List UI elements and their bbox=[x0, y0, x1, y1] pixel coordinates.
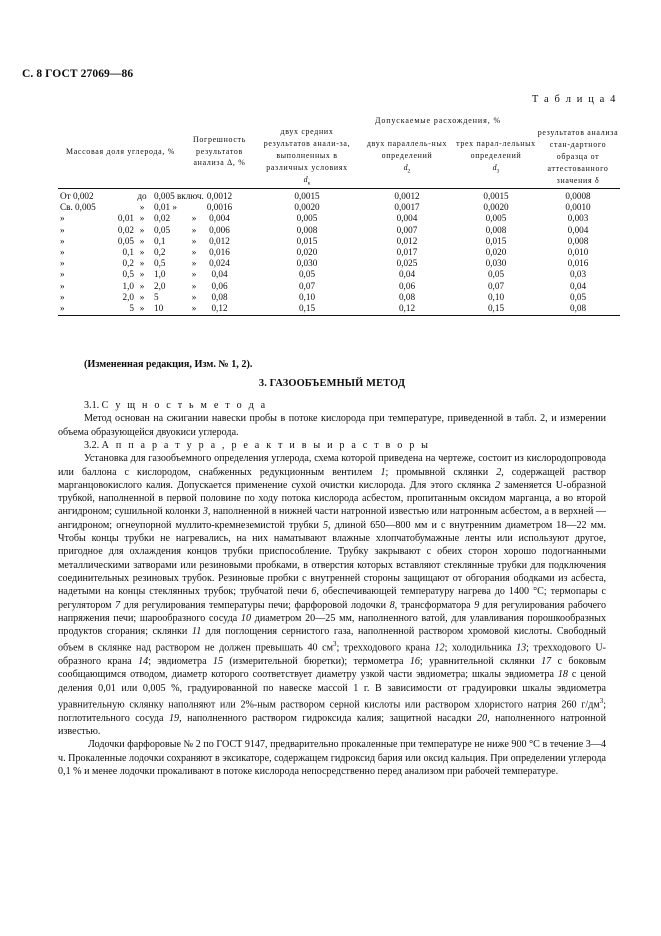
range-suffix: » bbox=[191, 213, 197, 224]
apparatus-text-p: ; эвдиометра bbox=[148, 656, 213, 668]
range-separator: » bbox=[139, 247, 145, 258]
range-parts bbox=[58, 235, 197, 247]
subsection-3-2-block bbox=[58, 439, 606, 778]
cell-d3: 0,030 bbox=[485, 258, 507, 269]
apparatus-text-e: , наполненной в нижней части натронной известью или натронным асбестом, а в верхней — ангидроном; огнеупорной муллито-кремнеземистой трубки bbox=[58, 506, 606, 531]
range-parts bbox=[58, 280, 197, 292]
range-to: 10 bbox=[154, 302, 164, 313]
apparatus-text-u: ; поглотительного сосуда bbox=[58, 699, 606, 724]
cell-dk: 0,015 bbox=[296, 235, 318, 246]
cell-mass-fraction-range bbox=[58, 213, 197, 224]
range-suffix: » bbox=[191, 258, 197, 269]
apparatus-text-m: ; трехходового крана bbox=[336, 642, 435, 654]
cell-d3: 0,015 bbox=[485, 235, 507, 246]
col-header-error-label: Погрешность результатов анализа Δ, % bbox=[192, 134, 247, 168]
col-header-mass-fraction bbox=[58, 115, 183, 188]
table-row bbox=[58, 202, 620, 213]
range-to: 0,2 bbox=[154, 247, 166, 258]
cell-d2: 0,0012 bbox=[358, 188, 456, 202]
boats-paragraph: Лодочки фарфоровые № 2 по ГОСТ 9147, предварительно прокаленные при температуре не ниже 900 °С в течение 3—4 ч. Прокаленные лодочки сохраняют в эксикаторе, содержащем гидроксид бария или оксид кальция. При определении углерода 0,1 % и менее лодочки прокаливают в потоке кислорода непосредственно перед анализом при рабочей температуре. bbox=[58, 739, 606, 777]
apparatus-text-q: (измерительной бюретки); термометра bbox=[223, 656, 410, 668]
subsection-3-2-title: А п п а р а т у р а , р е а к т и в ы и р а с т в о р ы bbox=[101, 440, 431, 451]
cell-mass-fraction-range bbox=[58, 291, 197, 303]
cell-sigma: 0,0010 bbox=[565, 202, 591, 213]
range-to: 2,0 bbox=[154, 280, 166, 291]
range-to: 0,02 bbox=[154, 213, 171, 224]
page-header: С. 8 ГОСТ 27069—86 bbox=[22, 68, 134, 80]
apparatus-text-w: , наполненного натронной известью. bbox=[58, 712, 606, 737]
subsection-3-2-heading bbox=[58, 439, 606, 452]
range-separator: » bbox=[139, 235, 145, 246]
range-separator: » bbox=[139, 280, 145, 291]
range-parts bbox=[58, 291, 197, 303]
apparatus-text-g: , обеспечивающей температуру нагрева до 1400 °С; термопары с регулятором bbox=[58, 586, 606, 611]
cell-d3: 0,05 bbox=[487, 269, 505, 280]
table-caption: Т а б л и ц а 4 bbox=[531, 94, 617, 105]
apparatus-paragraph bbox=[58, 452, 606, 738]
cell-d3: 0,0015 bbox=[456, 188, 536, 202]
cell-mass-fraction-range bbox=[58, 247, 197, 258]
table-row bbox=[58, 236, 620, 247]
cell-mass-fraction-range bbox=[58, 258, 197, 269]
range-to: 0,5 bbox=[154, 258, 166, 269]
cell-d3: 0,07 bbox=[487, 280, 505, 291]
subsection-3-1-number: 3.1. bbox=[84, 400, 102, 411]
col-header-d2-sym-sub: 2 bbox=[407, 168, 411, 175]
table-head-row-1 bbox=[58, 115, 620, 126]
cell-d3: 0,10 bbox=[487, 291, 505, 302]
table-row bbox=[58, 280, 620, 291]
apparatus-text-b: ; промывной склянки bbox=[385, 466, 497, 478]
col-header-d3-label: трех парал-лельных определений bbox=[456, 139, 536, 161]
item-ref-12: 12 bbox=[434, 642, 445, 654]
cell-d3: 0,0020 bbox=[483, 202, 509, 213]
item-ref-14: 14 bbox=[138, 656, 149, 668]
tolerances-table bbox=[58, 115, 620, 316]
apparatus-text-s: с боковым сообщающимся отводом, диаметр которого соответствует диаметру узкой части эвдиометра; шкалы эвдиометра bbox=[58, 656, 606, 681]
subsection-3-2-number: 3.2. bbox=[84, 440, 102, 451]
range-separator: » bbox=[139, 258, 145, 269]
range-parts bbox=[58, 191, 204, 202]
range-prefix: От 0,002 bbox=[60, 191, 94, 202]
table-head bbox=[58, 115, 620, 188]
apparatus-text-d: заменяется U-образной трубкой, наполненной в первой половине по ходу потока кислорода асбестом, пропитанным оксидом марганца, а во второй ангидроном; сушильной колонки bbox=[58, 479, 606, 518]
cell-mass-fraction-range bbox=[58, 269, 197, 280]
col-header-d3-sym-sub: 3 bbox=[496, 168, 500, 175]
cell-dk: 0,15 bbox=[256, 303, 358, 316]
range-suffix: » bbox=[191, 302, 197, 313]
cell-d3: 0,020 bbox=[485, 247, 507, 258]
item-ref-8: 8 bbox=[389, 599, 395, 611]
range-suffix: » bbox=[191, 291, 197, 302]
cell-dk: 0,020 bbox=[296, 247, 318, 258]
range-prefix: » bbox=[60, 302, 65, 313]
range-separator: до bbox=[137, 191, 147, 202]
range-parts bbox=[58, 213, 197, 224]
cell-error: 0,004 bbox=[209, 213, 230, 224]
item-ref-2b: 2 bbox=[494, 479, 500, 491]
item-ref-19: 19 bbox=[168, 712, 180, 724]
range-prefix: » bbox=[60, 235, 65, 246]
col-header-d3 bbox=[456, 126, 536, 188]
range-from: 0,02 bbox=[117, 224, 134, 235]
range-to: 0,005 включ. bbox=[154, 191, 204, 202]
cell-error: 0,0012 bbox=[183, 188, 256, 202]
cell-error: 0,06 bbox=[211, 280, 228, 291]
col-header-dk-sym-sub: к bbox=[307, 180, 311, 187]
range-suffix: » bbox=[191, 269, 197, 280]
range-suffix: » bbox=[191, 247, 197, 258]
cell-sigma: 0,008 bbox=[567, 235, 589, 246]
item-ref-5: 5 bbox=[322, 519, 328, 531]
apparatus-text-r: ; уравнительной склянки bbox=[419, 656, 542, 668]
range-to: 0,05 bbox=[154, 224, 171, 235]
range-suffix: » bbox=[191, 280, 197, 291]
cell-mass-fraction-range bbox=[58, 188, 204, 202]
cell-sigma: 0,016 bbox=[567, 258, 589, 269]
range-separator: » bbox=[139, 202, 145, 213]
cell-error: 0,012 bbox=[209, 235, 230, 246]
cell-sigma: 0,03 bbox=[569, 269, 587, 280]
col-header-d2-label: двух параллель-ных определений bbox=[366, 139, 448, 161]
range-from: 0,1 bbox=[122, 247, 134, 258]
superscript-cubic-b: 3 bbox=[599, 698, 604, 705]
range-to: 0,01 » bbox=[154, 202, 177, 213]
range-from: 5 bbox=[129, 302, 134, 313]
range-prefix: » bbox=[60, 258, 65, 269]
cell-sigma: 0,05 bbox=[569, 291, 587, 302]
apparatus-text-i: , трансформатора bbox=[394, 599, 475, 611]
range-separator: » bbox=[139, 302, 145, 313]
range-from: 2,0 bbox=[122, 291, 134, 302]
range-parts bbox=[58, 247, 197, 258]
apparatus-text-h: для регулирования температуры печи; фарфоровой лодочки bbox=[120, 599, 390, 611]
apparatus-text-j: для регулирования рабочего напряжения печи; шарообразного сосуда bbox=[58, 599, 606, 624]
apparatus-text-c: , содержащей раствор марганцовокислого калия. Допускается применение сухой очистки кислорода. Для этого склянка bbox=[58, 466, 606, 491]
cell-d2: 0,012 bbox=[396, 235, 418, 246]
range-to: 0,1 bbox=[154, 235, 166, 246]
cell-d2: 0,04 bbox=[398, 269, 416, 280]
table-row bbox=[58, 213, 620, 224]
cell-mass-fraction-range bbox=[58, 202, 183, 213]
cell-dk: 0,030 bbox=[296, 258, 318, 269]
cell-sigma: 0,08 bbox=[536, 303, 620, 316]
cell-error: 0,04 bbox=[211, 269, 228, 280]
item-ref-6: 6 bbox=[311, 586, 317, 598]
range-parts bbox=[58, 269, 197, 280]
table-row bbox=[58, 188, 620, 202]
apparatus-text-o: ; трехходового U-образного крана bbox=[58, 642, 606, 668]
cell-d2: 0,017 bbox=[396, 247, 418, 258]
item-ref-3: 3 bbox=[202, 506, 208, 518]
range-separator: » bbox=[139, 213, 145, 224]
col-header-dk-label: двух средних результатов анали-за, выполненных в различных условиях bbox=[263, 127, 351, 172]
table-row bbox=[58, 292, 620, 303]
cell-dk: 0,05 bbox=[298, 269, 316, 280]
cell-dk: 0,0020 bbox=[294, 202, 320, 213]
range-separator: » bbox=[139, 291, 145, 302]
cell-d2: 0,0017 bbox=[394, 202, 420, 213]
item-ref-13: 13 bbox=[516, 642, 527, 654]
item-ref-11: 11 bbox=[191, 626, 202, 638]
col-header-mass-fraction-label: Массовая доля углерода, % bbox=[65, 146, 175, 156]
cell-d3: 0,008 bbox=[485, 224, 507, 235]
range-suffix: » bbox=[191, 224, 197, 235]
cell-sigma: 0,04 bbox=[569, 280, 587, 291]
revision-note-block bbox=[58, 358, 606, 371]
range-parts bbox=[58, 202, 183, 213]
item-ref-1: 1 bbox=[380, 466, 386, 478]
cell-sigma: 0,004 bbox=[567, 224, 589, 235]
cell-sigma: 0,003 bbox=[567, 213, 589, 224]
apparatus-text-k: диаметром 20—25 мм, наполненного ватой, для улавливания порошкообразных продуктов сгорания; склянки bbox=[58, 612, 606, 638]
cell-d2: 0,12 bbox=[358, 303, 456, 316]
item-ref-16: 16 bbox=[409, 656, 420, 668]
col-header-d3-symbol bbox=[456, 162, 536, 176]
cell-sigma: 0,0008 bbox=[536, 188, 620, 202]
range-prefix: » bbox=[60, 224, 65, 235]
subsection-3-1-title: С у щ н о с т ь м е т о д а bbox=[101, 400, 268, 411]
range-prefix: » bbox=[60, 247, 65, 258]
range-prefix: Св. 0,005 bbox=[60, 202, 96, 213]
cell-d3: 0,15 bbox=[456, 303, 536, 316]
cell-dk: 0,0015 bbox=[256, 188, 358, 202]
item-ref-2: 2 bbox=[496, 466, 502, 478]
range-separator: » bbox=[139, 269, 145, 280]
col-header-error bbox=[183, 115, 256, 188]
cell-error: 0,016 bbox=[209, 247, 230, 258]
table-row bbox=[58, 303, 620, 316]
cell-error: 0,0016 bbox=[206, 202, 233, 213]
cell-d2: 0,007 bbox=[396, 224, 418, 235]
range-from: 0,2 bbox=[122, 258, 134, 269]
cell-dk: 0,005 bbox=[296, 213, 318, 224]
range-to: 1,0 bbox=[154, 269, 166, 280]
cell-error: 0,08 bbox=[211, 291, 228, 302]
subsection-3-1-block bbox=[58, 399, 606, 439]
col-header-dk-sym-letter: d bbox=[303, 174, 308, 184]
item-ref-17: 17 bbox=[541, 656, 552, 668]
range-from: 0,01 bbox=[117, 213, 134, 224]
table-row bbox=[58, 269, 620, 280]
apparatus-text-a: Установка для газообъемного определения углерода, схема которой приведена на чертеже, состоит из кислородопровода или баллона с кислородом, снабженных редукционным вентилем bbox=[58, 453, 606, 478]
cell-d3: 0,005 bbox=[485, 213, 507, 224]
revision-note: (Измененная редакция, Изм. № 1, 2). bbox=[84, 359, 253, 370]
cell-d2: 0,004 bbox=[396, 213, 418, 224]
col-header-sigma-label: результатов анализа стан-дартного образца от аттестованного значения δ bbox=[537, 128, 619, 185]
table-row bbox=[58, 258, 620, 269]
range-from: 0,5 bbox=[122, 269, 134, 280]
range-parts bbox=[58, 302, 197, 314]
item-ref-9: 9 bbox=[474, 599, 480, 611]
apparatus-text-l: для поглощения сернистого газа, наполненной раствором хромовой кислоты. Свободный объем в склянке над раствором не должен превышать 40 см bbox=[58, 626, 606, 654]
cell-error: 0,024 bbox=[209, 258, 230, 269]
range-from: 1,0 bbox=[122, 280, 134, 291]
range-prefix: » bbox=[60, 291, 65, 302]
item-ref-10: 10 bbox=[240, 612, 251, 624]
col-header-dk bbox=[256, 126, 358, 188]
cell-mass-fraction-range bbox=[58, 224, 197, 235]
col-header-d2-sym-letter: d bbox=[403, 162, 408, 172]
range-to: 5 bbox=[154, 291, 159, 302]
range-suffix: » bbox=[191, 235, 197, 246]
apparatus-text-t: с ценой деления 0,01 или 0,005 %, градуированной по навеске массой 1 г. В зависимости от градуировки шкалы эвдиометра уравнительную склянку наполняют или 2%-ным раствором серной кислоты или раствором хлористого натрия 260 г/дм bbox=[58, 669, 607, 711]
item-ref-7: 7 bbox=[115, 599, 121, 611]
col-header-d2 bbox=[358, 126, 456, 188]
col-header-group-tolerances bbox=[256, 115, 620, 126]
apparatus-text-v: , наполненного раствором гидроксида калия; защитной насадки bbox=[179, 712, 478, 724]
col-header-d3-sym-letter: d bbox=[492, 162, 497, 172]
superscript-cubic-a: 3 bbox=[333, 641, 337, 649]
cell-mass-fraction-range bbox=[58, 280, 197, 291]
cell-dk: 0,10 bbox=[298, 291, 316, 302]
range-parts bbox=[58, 224, 197, 236]
range-prefix: » bbox=[60, 269, 65, 280]
apparatus-text-f: , длиной 650—800 мм и с внутренним диаметром 18—22 мм. Чтобы концы трубки не нагревались, на них наматывают влажные хлопчатобумажные ленты или используют другое, пригодное для охлаждения концов трубки приспособление. Трубку закрывают с обеих сторон хорошо подогнанными металлическими затворами или резиновыми пробками, в отверстия которых вставляют стеклянные трубки для подключения соединительных резиновых трубок. Резиновые пробки с внутренней стороны защищают от обгорания ободками из асбеста, надетыми на концы стеклянных трубок; трубчатой печи bbox=[58, 519, 606, 598]
cell-mass-fraction-range bbox=[58, 302, 197, 316]
cell-d2: 0,025 bbox=[396, 258, 418, 269]
cell-mass-fraction-range bbox=[58, 235, 197, 247]
range-separator: » bbox=[139, 224, 145, 235]
apparatus-text-n: ; холодильника bbox=[444, 642, 517, 654]
table-container bbox=[58, 115, 620, 316]
section-title: 3. ГАЗООБЪЕМНЫЙ МЕТОД bbox=[258, 378, 406, 389]
table-row bbox=[58, 247, 620, 258]
range-parts bbox=[58, 258, 197, 269]
col-header-dk-symbol bbox=[256, 174, 358, 188]
range-prefix: » bbox=[60, 213, 65, 224]
subsection-3-1-body: Метод основан на сжигании навески пробы в потоке кислорода при температуре, приведенной в табл. 2, и измерении объема образующейся двуокиси углерода. bbox=[58, 413, 606, 438]
cell-error: 0,006 bbox=[209, 224, 230, 235]
cell-dk: 0,07 bbox=[298, 280, 316, 291]
subsection-3-1-heading bbox=[58, 399, 606, 412]
range-prefix: » bbox=[60, 280, 65, 291]
cell-d2: 0,06 bbox=[398, 280, 416, 291]
item-ref-15: 15 bbox=[212, 656, 224, 668]
cell-d2: 0,08 bbox=[398, 291, 416, 302]
range-from: 0,05 bbox=[117, 235, 134, 246]
cell-sigma: 0,010 bbox=[567, 247, 589, 258]
col-header-sigma bbox=[536, 126, 620, 188]
section-title-block bbox=[58, 377, 606, 390]
cell-error: 0,12 bbox=[183, 303, 256, 316]
cell-dk: 0,008 bbox=[296, 224, 318, 235]
col-header-d2-symbol bbox=[358, 162, 456, 176]
item-ref-18: 18 bbox=[557, 669, 568, 681]
item-ref-20: 20 bbox=[477, 712, 488, 724]
table-row bbox=[58, 224, 620, 235]
table-body bbox=[58, 188, 620, 315]
col-header-group-tolerances-label: Допускаемые расхождения, % bbox=[374, 116, 502, 125]
